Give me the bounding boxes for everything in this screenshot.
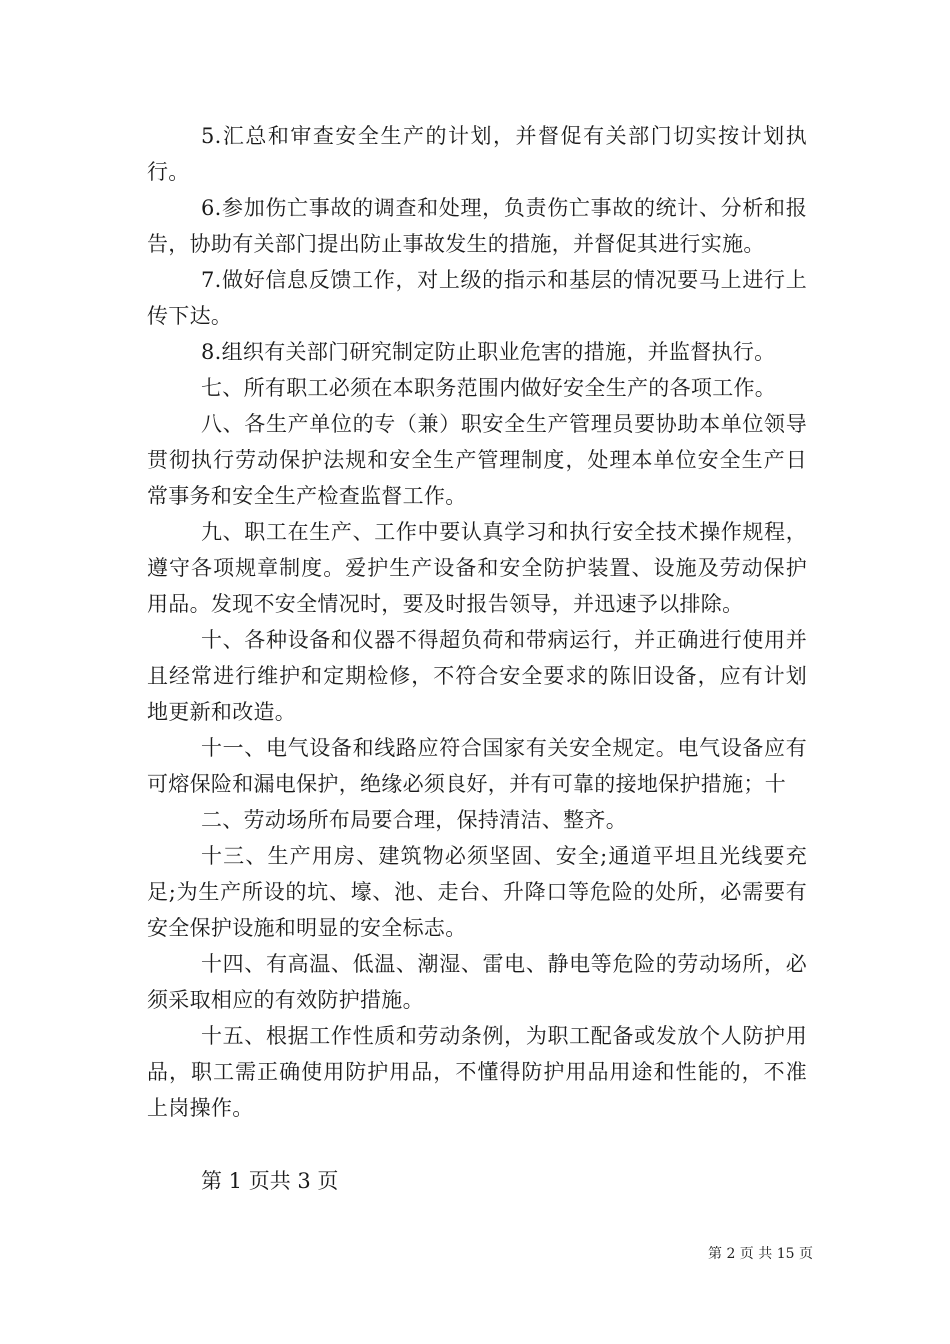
paragraph-5: 5.汇总和审查安全生产的计划，并督促有关部门切实按计划执行。 <box>147 124 807 184</box>
paragraph-thirteen: 十三、生产用房、建筑物必须坚固、安全;通道平坦且光线要充足;为生产所设的坑、壕、池、走台、升降口等危险的处所，必需要有安全保护设施和明显的安全标志。 <box>147 844 807 940</box>
document-body <box>147 118 807 1126</box>
paragraph-seven: 七、所有职工必须在本职务范围内做好安全生产的各项工作。 <box>201 376 777 400</box>
paragraph-7: 7.做好信息反馈工作，对上级的指示和基层的情况要马上进行上传下达。 <box>147 268 807 328</box>
paragraph-nine: 九、职工在生产、工作中要认真学习和执行安全技术操作规程，遵守各项规章制度。爱护生产设备和安全防护装置、设施及劳动保护用品。发现不安全情况时，要及时报告领导，并迅速予以排除。 <box>147 520 807 616</box>
paragraph-6: 6.参加伤亡事故的调查和处理，负责伤亡事故的统计、分析和报告，协助有关部门提出防止事故发生的措施，并督促其进行实施。 <box>147 196 807 256</box>
footer-page-number: 第 2 页 共 15 页 <box>708 1246 813 1262</box>
paragraph-fifteen: 十五、根据工作性质和劳动条例，为职工配备或发放个人防护用品，职工需正确使用防护用品，不懂得防护用品用途和性能的，不准上岗操作。 <box>147 1024 807 1120</box>
paragraph-8: 8.组织有关部门研究制定防止职业危害的措施，并监督执行。 <box>201 340 776 364</box>
paragraph-eleven: 十一、电气设备和线路应符合国家有关安全规定。电气设备应有可熔保险和漏电保护，绝缘必须良好，并有可靠的接地保护措施；十 <box>147 736 807 796</box>
paragraph-eight: 八、各生产单位的专（兼）职安全生产管理员要协助本单位领导贯彻执行劳动保护法规和安全生产管理制度，处理本单位安全生产日常事务和安全生产检查监督工作。 <box>147 412 807 508</box>
paragraph-ten: 十、各种设备和仪器不得超负荷和带病运行，并正确进行使用并且经常进行维护和定期检修，不符合安全要求的陈旧设备，应有计划地更新和改造。 <box>147 628 807 724</box>
paragraph-twelve: 二、劳动场所布局要合理，保持清洁、整齐。 <box>201 808 627 832</box>
paragraph-fourteen: 十四、有高温、低温、潮湿、雷电、静电等危险的劳动场所，必须采取相应的有效防护措施。 <box>147 952 807 1012</box>
inner-page-number: 第 1 页共 3 页 <box>201 1169 339 1193</box>
